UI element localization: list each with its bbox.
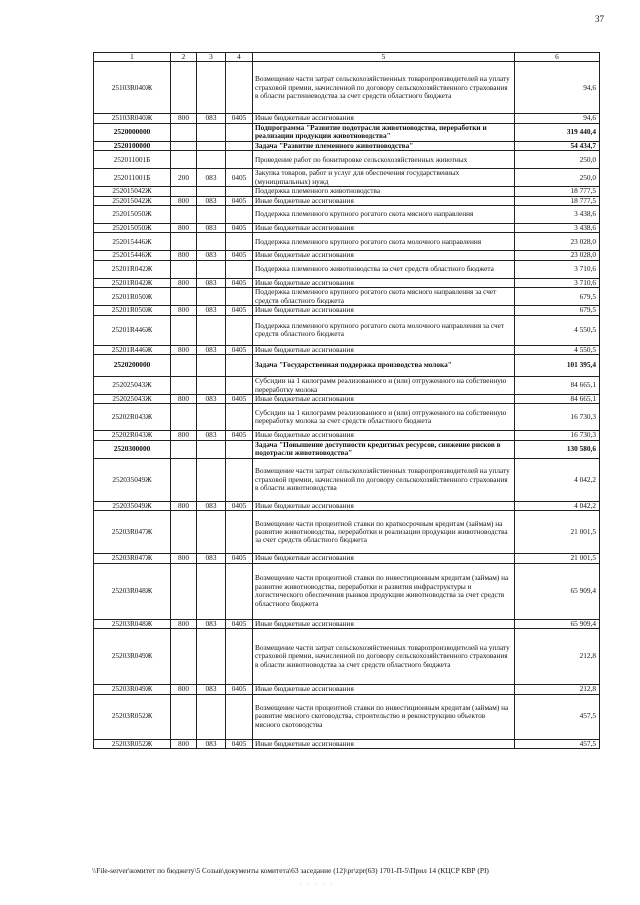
code: 2520000000 xyxy=(94,123,171,141)
description-cell: Поддержка племенного крупного рогатого скота мясного направления за счет средств областного бюджета xyxy=(253,288,515,306)
amount-cell: 250,0 xyxy=(515,169,600,187)
amount-cell: 457,5 xyxy=(515,694,600,739)
code: 252011001Б xyxy=(94,169,171,187)
section-cell: 0405 xyxy=(226,739,253,748)
section-cell: 0405 xyxy=(226,224,253,233)
table-row xyxy=(94,619,600,628)
section-cell: 0405 xyxy=(226,501,253,510)
description-cell: Иные бюджетные ассигнования xyxy=(253,554,515,563)
header-cell: 5 xyxy=(253,53,515,62)
grbs-cell xyxy=(197,206,226,224)
kvr-cell: 800 xyxy=(171,739,197,748)
kvr-cell xyxy=(171,62,197,114)
table-row xyxy=(94,260,600,278)
budget-table xyxy=(93,52,600,749)
section-cell xyxy=(226,206,253,224)
grbs-cell: 083 xyxy=(197,395,226,404)
grbs-cell xyxy=(197,404,226,431)
table-row xyxy=(94,114,600,123)
kvr-cell xyxy=(171,123,197,141)
grbs-cell xyxy=(197,141,226,150)
table-row xyxy=(94,141,600,150)
code: 25201R042Ж xyxy=(94,278,171,287)
section-cell: 0405 xyxy=(226,169,253,187)
amount-cell: 21 001,5 xyxy=(515,511,600,554)
table-row xyxy=(94,288,600,306)
grbs-cell: 083 xyxy=(197,306,226,315)
kvr-cell: 800 xyxy=(171,196,197,205)
kvr-cell xyxy=(171,355,197,377)
kvr-cell xyxy=(171,206,197,224)
amount-cell: 3 710,6 xyxy=(515,260,600,278)
file-path-footer: \\File-server\комитет по бюджету\5 Созыв\документы комитета\63 заседание (12)\pr\zpr(63) 1701-П-5\Прил 14 (КЦСР КВР (PI) xyxy=(92,866,489,875)
section-cell xyxy=(226,563,253,619)
kvr-cell xyxy=(171,629,197,685)
table-row xyxy=(94,233,600,251)
kvr-cell: 800 xyxy=(171,685,197,694)
table-row xyxy=(94,563,600,619)
grbs-cell xyxy=(197,458,226,501)
grbs-cell: 083 xyxy=(197,685,226,694)
grbs-cell: 083 xyxy=(197,345,226,354)
description-cell: Задача "Развитие племенного животноводства" xyxy=(253,141,515,150)
kvr-cell xyxy=(171,511,197,554)
amount-cell: 65 909,4 xyxy=(515,563,600,619)
kvr-cell: 800 xyxy=(171,431,197,440)
header-cell: 6 xyxy=(515,53,600,62)
amount-cell: 3 438,6 xyxy=(515,206,600,224)
code: 2520100000 xyxy=(94,141,171,150)
amount-cell: 130 580,6 xyxy=(515,440,600,458)
table-row xyxy=(94,315,600,345)
amount-cell: 3 710,6 xyxy=(515,278,600,287)
header-cell: 1 xyxy=(94,53,171,62)
grbs-cell: 083 xyxy=(197,278,226,287)
description-cell: Иные бюджетные ассигнования xyxy=(253,431,515,440)
amount-cell: 212,8 xyxy=(515,685,600,694)
table-row xyxy=(94,196,600,205)
code: 252011001Б xyxy=(94,151,171,169)
grbs-cell xyxy=(197,151,226,169)
code: 25201R042Ж xyxy=(94,260,171,278)
kvr-cell xyxy=(171,458,197,501)
description-cell: Поддержка племенного животноводства xyxy=(253,187,515,196)
kvr-cell xyxy=(171,563,197,619)
table-row xyxy=(94,345,600,354)
code: 25103R040Ж xyxy=(94,114,171,123)
table-row xyxy=(94,169,600,187)
kvr-cell xyxy=(171,141,197,150)
description-cell: Иные бюджетные ассигнования xyxy=(253,251,515,260)
grbs-cell xyxy=(197,288,226,306)
table-header-row xyxy=(94,53,600,62)
description-cell: Поддержка племенного животноводства за счет средств областного бюджета xyxy=(253,260,515,278)
grbs-cell xyxy=(197,355,226,377)
section-cell: 0405 xyxy=(226,251,253,260)
section-cell xyxy=(226,187,253,196)
amount-cell: 457,5 xyxy=(515,739,600,748)
grbs-cell xyxy=(197,260,226,278)
kvr-cell xyxy=(171,187,197,196)
grbs-cell xyxy=(197,440,226,458)
kvr-cell: 800 xyxy=(171,251,197,260)
section-cell: 0405 xyxy=(226,554,253,563)
description-cell: Иные бюджетные ассигнования xyxy=(253,224,515,233)
description-cell: Субсидии на 1 килограмм реализованного и (или) отгруженного на собственную переработку молока за счет средств областного бюджета xyxy=(253,404,515,431)
grbs-cell: 083 xyxy=(197,554,226,563)
amount-cell: 101 395,4 xyxy=(515,355,600,377)
table-row xyxy=(94,629,600,685)
grbs-cell: 083 xyxy=(197,431,226,440)
table-row xyxy=(94,123,600,141)
table-row xyxy=(94,306,600,315)
section-cell xyxy=(226,440,253,458)
section-cell xyxy=(226,260,253,278)
amount-cell: 94,6 xyxy=(515,62,600,114)
description-cell: Иные бюджетные ассигнования xyxy=(253,114,515,123)
grbs-cell xyxy=(197,629,226,685)
description-cell: Закупка товаров, работ и услуг для обеспечения государственных (муниципальных) нужд xyxy=(253,169,515,187)
kvr-cell xyxy=(171,315,197,345)
kvr-cell: 800 xyxy=(171,395,197,404)
amount-cell: 4 042,2 xyxy=(515,458,600,501)
code: 25203R052Ж xyxy=(94,694,171,739)
section-cell: 0405 xyxy=(226,685,253,694)
code: 25202R043Ж xyxy=(94,404,171,431)
amount-cell: 3 438,6 xyxy=(515,224,600,233)
code: 252015050Ж xyxy=(94,224,171,233)
code: 25201R446Ж xyxy=(94,345,171,354)
description-cell: Иные бюджетные ассигнования xyxy=(253,685,515,694)
section-cell: 0405 xyxy=(226,196,253,205)
code: 25203R049Ж xyxy=(94,629,171,685)
code: 252015050Ж xyxy=(94,206,171,224)
code: 252025043Ж xyxy=(94,377,171,395)
amount-cell: 54 434,7 xyxy=(515,141,600,150)
description-cell: Иные бюджетные ассигнования xyxy=(253,619,515,628)
description-cell: Возмещение части затрат сельскохозяйственных товаропроизводителей на уплату страховой премии, начисленной по договору сельскохозяйственного страхования в области животноводства xyxy=(253,458,515,501)
section-cell: 0405 xyxy=(226,395,253,404)
table-row xyxy=(94,431,600,440)
code: 2520200000 xyxy=(94,355,171,377)
description-cell: Возмещение части процентной ставки по инвестиционным кредитам (займам) на развитие мясного скотоводства, строительство и реконструкцию объектов мясного скотоводства xyxy=(253,694,515,739)
grbs-cell xyxy=(197,315,226,345)
code: 25203R048Ж xyxy=(94,619,171,628)
kvr-cell xyxy=(171,377,197,395)
scan-dots: · · · · · xyxy=(300,882,334,888)
grbs-cell xyxy=(197,62,226,114)
grbs-cell xyxy=(197,511,226,554)
table-row xyxy=(94,377,600,395)
section-cell xyxy=(226,123,253,141)
section-cell: 0405 xyxy=(226,278,253,287)
amount-cell: 212,8 xyxy=(515,629,600,685)
code: 252015446Ж xyxy=(94,233,171,251)
code: 252035049Ж xyxy=(94,458,171,501)
section-cell xyxy=(226,377,253,395)
kvr-cell xyxy=(171,288,197,306)
grbs-cell: 083 xyxy=(197,224,226,233)
table-row xyxy=(94,62,600,114)
section-cell xyxy=(226,62,253,114)
amount-cell: 23 028,0 xyxy=(515,251,600,260)
section-cell: 0405 xyxy=(226,306,253,315)
grbs-cell: 083 xyxy=(197,114,226,123)
kvr-cell: 800 xyxy=(171,619,197,628)
amount-cell: 18 777,5 xyxy=(515,187,600,196)
description-cell: Задача "Повышение доступности кредитных ресурсов, снижение рисков в подотрасли животноводства" xyxy=(253,440,515,458)
description-cell: Возмещение части затрат сельскохозяйственных товаропроизводителей на уплату страховой премии, начисленной по договору сельскохозяйственного страхования в области растениеводства за счет средств областного бюджета xyxy=(253,62,515,114)
section-cell xyxy=(226,355,253,377)
table-row xyxy=(94,187,600,196)
grbs-cell: 083 xyxy=(197,251,226,260)
code: 252015042Ж xyxy=(94,187,171,196)
description-cell: Возмещение части процентной ставки по инвестиционным кредитам (займам) на развитие животноводства, переработки и развития инфраструктуры и логистического обеспечения рынков продукции животноводства за счет средств областного бюджета xyxy=(253,563,515,619)
description-cell: Поддержка племенного крупного рогатого скота молочного направления за счет средств областного бюджета xyxy=(253,315,515,345)
amount-cell: 679,5 xyxy=(515,288,600,306)
kvr-cell xyxy=(171,151,197,169)
grbs-cell xyxy=(197,123,226,141)
kvr-cell: 800 xyxy=(171,501,197,510)
description-cell: Субсидии на 1 килограмм реализованного и (или) отгруженного на собственную переработку молока xyxy=(253,377,515,395)
table-row xyxy=(94,224,600,233)
table-row xyxy=(94,151,600,169)
amount-cell: 21 001,5 xyxy=(515,554,600,563)
kvr-cell xyxy=(171,404,197,431)
section-cell xyxy=(226,288,253,306)
table-row xyxy=(94,501,600,510)
grbs-cell: 083 xyxy=(197,739,226,748)
description-cell: Возмещение части затрат сельскохозяйственных товаропроизводителей на уплату страховой премии, начисленной по договору сельскохозяйственного страхования в области животноводства за счет средств областного бюджета xyxy=(253,629,515,685)
section-cell: 0405 xyxy=(226,114,253,123)
table-row xyxy=(94,440,600,458)
kvr-cell xyxy=(171,233,197,251)
description-cell: Иные бюджетные ассигнования xyxy=(253,345,515,354)
grbs-cell: 083 xyxy=(197,501,226,510)
description-cell: Иные бюджетные ассигнования xyxy=(253,739,515,748)
code: 25201R050Ж xyxy=(94,306,171,315)
code: 252015042Ж xyxy=(94,196,171,205)
grbs-cell xyxy=(197,233,226,251)
table-row xyxy=(94,404,600,431)
amount-cell: 319 440,4 xyxy=(515,123,600,141)
description-cell: Задача "Государственная поддержка производства молока" xyxy=(253,355,515,377)
table-row xyxy=(94,251,600,260)
code: 25201R050Ж xyxy=(94,288,171,306)
header-cell: 2 xyxy=(171,53,197,62)
code: 25203R049Ж xyxy=(94,685,171,694)
section-cell xyxy=(226,233,253,251)
amount-cell: 250,0 xyxy=(515,151,600,169)
kvr-cell: 800 xyxy=(171,278,197,287)
amount-cell: 65 909,4 xyxy=(515,619,600,628)
grbs-cell: 083 xyxy=(197,169,226,187)
description-cell: Иные бюджетные ассигнования xyxy=(253,196,515,205)
header-cell: 4 xyxy=(226,53,253,62)
kvr-cell: 800 xyxy=(171,345,197,354)
code: 25202R043Ж xyxy=(94,431,171,440)
description-cell: Поддержка племенного крупного рогатого скота молочного направления xyxy=(253,233,515,251)
table-row xyxy=(94,395,600,404)
section-cell: 0405 xyxy=(226,431,253,440)
table-row xyxy=(94,458,600,501)
amount-cell: 84 665,1 xyxy=(515,377,600,395)
grbs-cell xyxy=(197,563,226,619)
section-cell xyxy=(226,141,253,150)
code: 2520300000 xyxy=(94,440,171,458)
description-cell: Иные бюджетные ассигнования xyxy=(253,395,515,404)
code: 25103R040Ж xyxy=(94,62,171,114)
description-cell: Проведение работ по бонитировке сельскохозяйственных животных xyxy=(253,151,515,169)
section-cell xyxy=(226,629,253,685)
section-cell xyxy=(226,511,253,554)
table-row xyxy=(94,355,600,377)
section-cell: 0405 xyxy=(226,619,253,628)
code: 252015446Ж xyxy=(94,251,171,260)
grbs-cell xyxy=(197,694,226,739)
grbs-cell: 083 xyxy=(197,196,226,205)
grbs-cell xyxy=(197,187,226,196)
amount-cell: 4 550,5 xyxy=(515,315,600,345)
amount-cell: 16 730,3 xyxy=(515,431,600,440)
section-cell xyxy=(226,151,253,169)
amount-cell: 94,6 xyxy=(515,114,600,123)
kvr-cell xyxy=(171,260,197,278)
header-cell: 3 xyxy=(197,53,226,62)
table-row xyxy=(94,278,600,287)
kvr-cell xyxy=(171,694,197,739)
description-cell: Подпрограмма "Развитие подотрасли животноводства, переработки и реализации продукции животноводства" xyxy=(253,123,515,141)
code: 25201R446Ж xyxy=(94,315,171,345)
table-row xyxy=(94,685,600,694)
grbs-cell xyxy=(197,377,226,395)
code: 25203R052Ж xyxy=(94,739,171,748)
amount-cell: 23 028,0 xyxy=(515,233,600,251)
description-cell: Иные бюджетные ассигнования xyxy=(253,501,515,510)
section-cell: 0405 xyxy=(226,345,253,354)
code: 25203R047Ж xyxy=(94,511,171,554)
kvr-cell: 200 xyxy=(171,169,197,187)
amount-cell: 4 550,5 xyxy=(515,345,600,354)
table-row xyxy=(94,206,600,224)
page-number: 37 xyxy=(595,14,604,24)
section-cell xyxy=(226,404,253,431)
section-cell xyxy=(226,458,253,501)
grbs-cell: 083 xyxy=(197,619,226,628)
table-row xyxy=(94,694,600,739)
section-cell xyxy=(226,694,253,739)
code: 252035049Ж xyxy=(94,501,171,510)
amount-cell: 16 730,3 xyxy=(515,404,600,431)
table-row xyxy=(94,739,600,748)
kvr-cell: 800 xyxy=(171,554,197,563)
table-row xyxy=(94,511,600,554)
description-cell: Иные бюджетные ассигнования xyxy=(253,278,515,287)
kvr-cell: 800 xyxy=(171,224,197,233)
amount-cell: 4 042,2 xyxy=(515,501,600,510)
code: 25203R048Ж xyxy=(94,563,171,619)
table-row xyxy=(94,554,600,563)
kvr-cell: 800 xyxy=(171,114,197,123)
amount-cell: 84 665,1 xyxy=(515,395,600,404)
description-cell: Иные бюджетные ассигнования xyxy=(253,306,515,315)
amount-cell: 679,5 xyxy=(515,306,600,315)
description-cell: Возмещение части процентной ставки по краткосрочным кредитам (займам) на развитие животноводства, переработки и реализации продукции животноводства за счет средств областного бюджета xyxy=(253,511,515,554)
kvr-cell xyxy=(171,440,197,458)
code: 25203R047Ж xyxy=(94,554,171,563)
description-cell: Поддержка племенного крупного рогатого скота мясного направления xyxy=(253,206,515,224)
section-cell xyxy=(226,315,253,345)
amount-cell: 18 777,5 xyxy=(515,196,600,205)
code: 252025043Ж xyxy=(94,395,171,404)
kvr-cell: 800 xyxy=(171,306,197,315)
